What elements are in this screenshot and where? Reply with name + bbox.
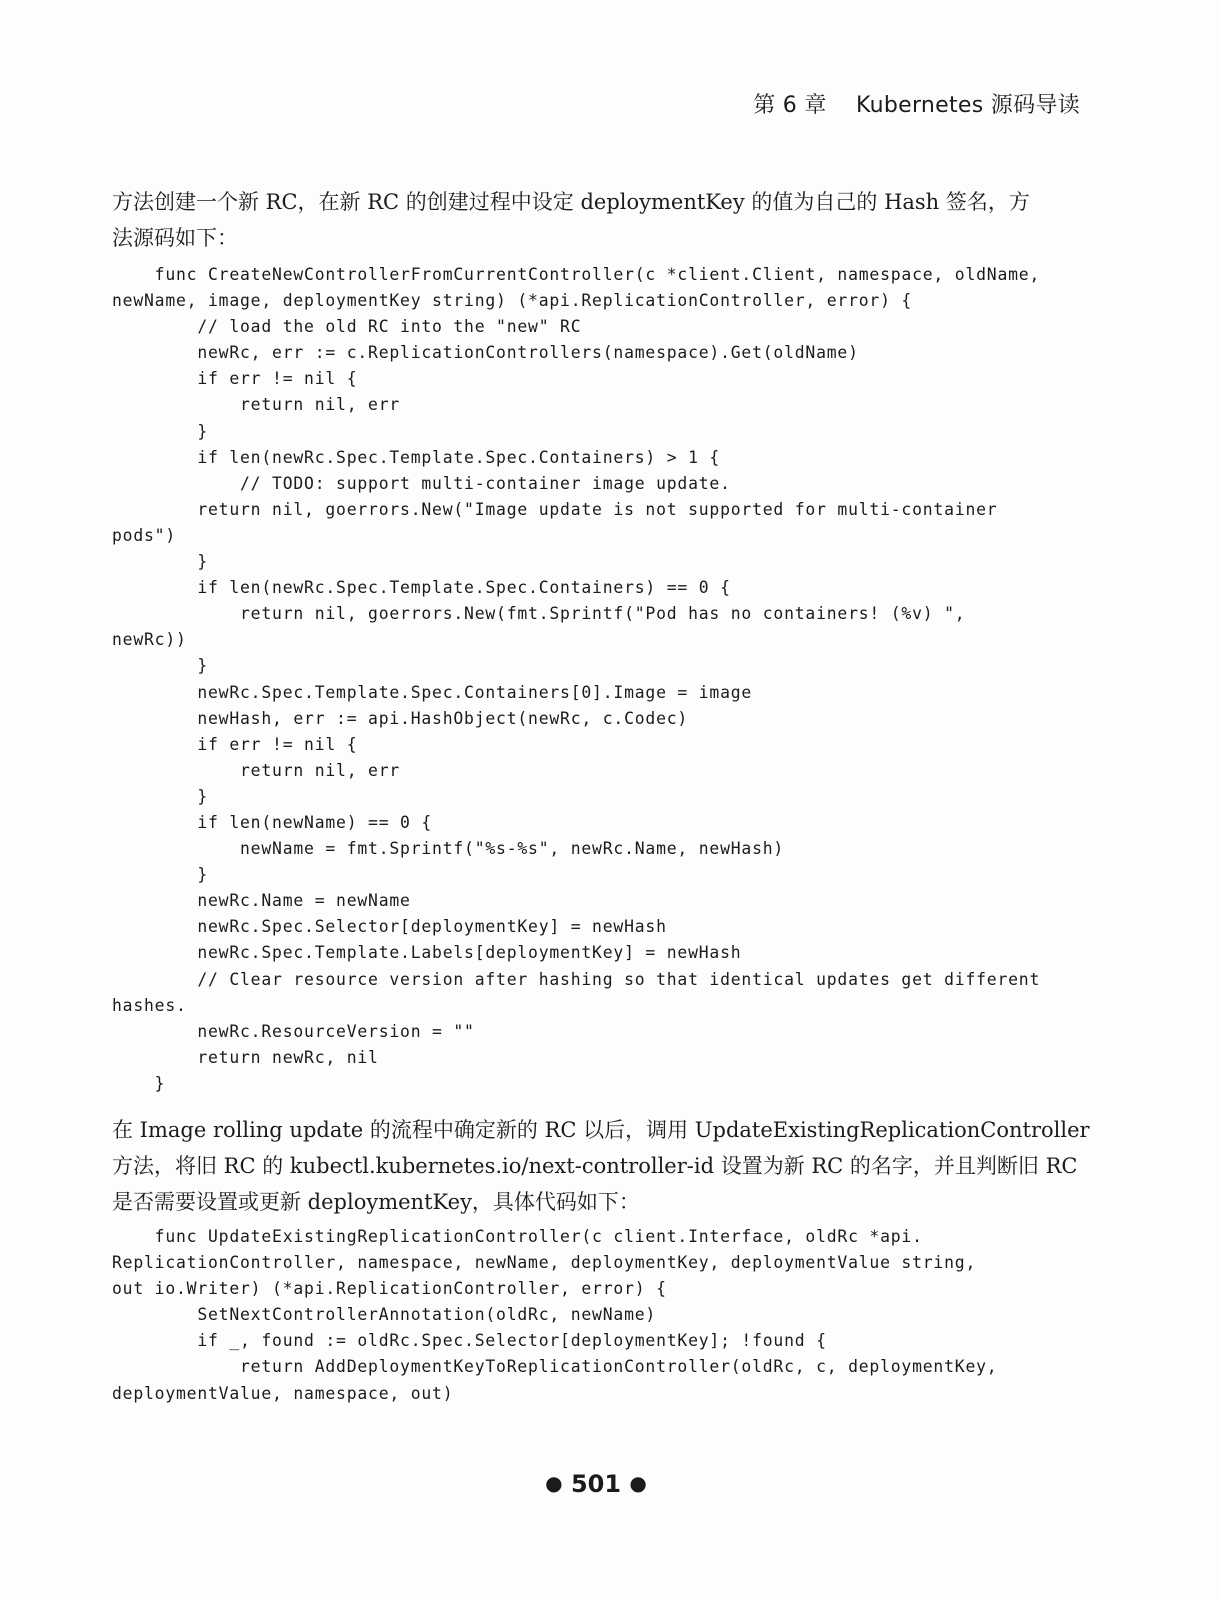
page-number-value: 501 <box>570 1470 622 1498</box>
chapter-label: 第 6 章 <box>753 93 827 118</box>
paragraph-intro: 方法创建一个新 RC，在新 RC 的创建过程中设定 deploymentKey 的值为自己的 Hash 签名，方 法源码如下： <box>112 190 1030 250</box>
bullet-left-icon: ● <box>545 1471 563 1495</box>
page-number <box>0 1470 1192 1498</box>
bullet-right-icon: ● <box>629 1471 647 1495</box>
code-block-update-controller: func UpdateExistingReplicationController(c client.Interface, oldRc *api. ReplicationController, namespace, newName, deploymentKey, deploymentValue string, out io.Writer) (*api.ReplicationController, error) { SetNextControllerAnnotation(oldRc, newName) if _, found := oldRc.Spec.Selector[deploymentKey]; !found { return AddDeploymentKeyToReplicationController(oldRc, c, deploymentKey, deploymentValue, namespace, out) <box>112 1227 998 1403</box>
paragraph-update: 在 Image rolling update 的流程中确定新的 RC 以后，调用 UpdateExistingReplicationController 方法，将旧 RC 的 kubectl.kubernetes.io/next-controller-id 设置为新 RC 的名字，并且判断旧 RC 是否需要设置或更新 deploymentKey，具体代码如下： <box>112 1118 1090 1214</box>
running-header <box>749 88 1080 119</box>
chapter-title: Kubernetes 源码导读 <box>855 93 1080 118</box>
code-block-create-controller: func CreateNewControllerFromCurrentController(c *client.Client, namespace, oldName, newName, image, deploymentKey string) (*api.ReplicationController, error) { // load the old RC into the "new" RC newRc, err := c.ReplicationControllers(namespace).Get(oldName) if err != nil { return nil, err } if len(newRc.Spec.Template.Spec.Containers) > 1 { // TODO: support multi-container image update. return nil, goerrors.New("Image update is not supported for multi-container pods") } if len(newRc.Spec.Template.Spec.Containers) == 0 { return nil, goerrors.New(fmt.Sprintf("Pod has no containers! (%v) ", newRc)) } newRc.Spec.Template.Spec.Containers[0].Image = image newHash, err := api.HashObject(newRc, c.Codec) if err != nil { return nil, err } if len(newName) == 0 { newName = fmt.Sprintf("%s-%s", newRc.Name, newHash) } newRc.Name = newName newRc.Spec.Selector[deploymentKey] = newHash newRc.Spec.Template.Labels[deploymentKey] = newHash // Clear resource version after hashing so that identical updates get different hashes. newRc.ResourceVersion = "" return newRc, nil } <box>112 265 1041 1093</box>
